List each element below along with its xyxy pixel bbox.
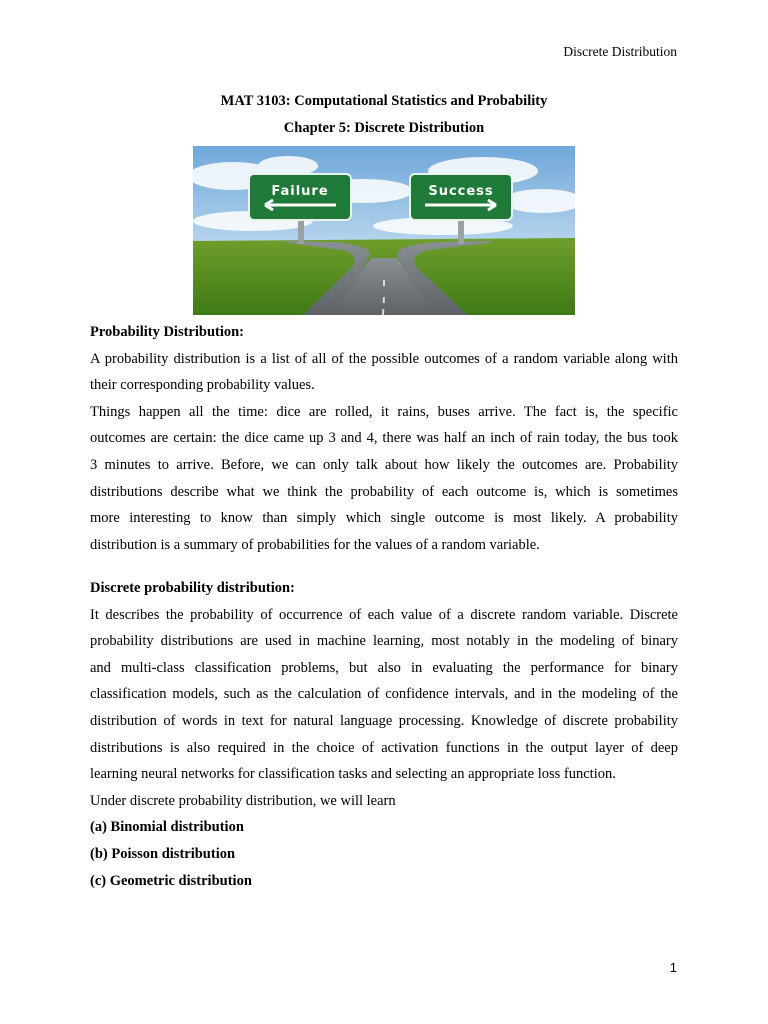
crossroads-image: [193, 146, 575, 315]
section-discrete-distribution: [90, 575, 678, 894]
paragraph-line: classification models, such as the calculation of confidence intervals, and in the modeling of the: [90, 686, 678, 703]
paragraph-line: and multi-class classification problems, but also in evaluating the performance for binary: [90, 659, 678, 676]
list-item: (a) Binomial distribution: [90, 819, 244, 836]
paragraph-line: distributions is also required in the choice of activation functions in the output layer of deep: [90, 739, 678, 756]
paragraph-line: learning neural networks for classification tasks and selecting an appropriate loss function.: [90, 766, 616, 783]
section-heading: Probability Distribution:: [90, 324, 245, 340]
list-item: (b) Poisson distribution: [90, 845, 236, 862]
paragraph-line: distribution is a summary of probabilities for the values of a random variable.: [90, 536, 540, 553]
running-header: Discrete Distribution: [563, 44, 677, 59]
paragraph-line: 3 minutes to arrive. Before, we can only talk about how likely the outcomes are. Probability: [90, 456, 678, 473]
paragraph-line: Under discrete probability distribution, we will learn: [90, 792, 396, 809]
sign-success-label: Success: [428, 184, 494, 199]
section-heading: Discrete probability distribution:: [90, 580, 295, 596]
list-item: (c) Geometric distribution: [90, 872, 252, 889]
paragraph-line: It describes the probability of occurrence of each value of a discrete random variable. Discrete: [90, 606, 678, 623]
paragraph-line: distribution of words in text for natural language processing. Knowledge of discrete probability: [90, 712, 678, 729]
paragraph-line: distributions describe what we think the probability of each outcome is, which is sometimes: [90, 483, 678, 500]
chapter-title: Chapter 5: Discrete Distribution: [283, 120, 485, 136]
paragraph-line: Things happen all the time: dice are rolled, it rains, buses arrive. The fact is, the specific: [90, 403, 678, 420]
course-title: MAT 3103: Computational Statistics and Probability: [220, 93, 548, 109]
paragraph-line: probability distributions are used in machine learning, most notably in the modeling of binary: [90, 633, 678, 650]
paragraph-line: A probability distribution is a list of all of the possible outcomes of a random variable along with: [90, 350, 678, 367]
sign-failure-label: Failure: [271, 184, 329, 199]
paragraph-line: more interesting to know than simply which single outcome is most likely. A probability: [90, 510, 678, 527]
section-probability-distribution: [90, 319, 678, 558]
paragraph-line: outcomes are certain: the dice came up 3 and 4, there was half an inch of rain today, the bus took: [90, 430, 678, 447]
page-number: 1: [669, 960, 677, 975]
paragraph-line: their corresponding probability values.: [90, 377, 315, 394]
